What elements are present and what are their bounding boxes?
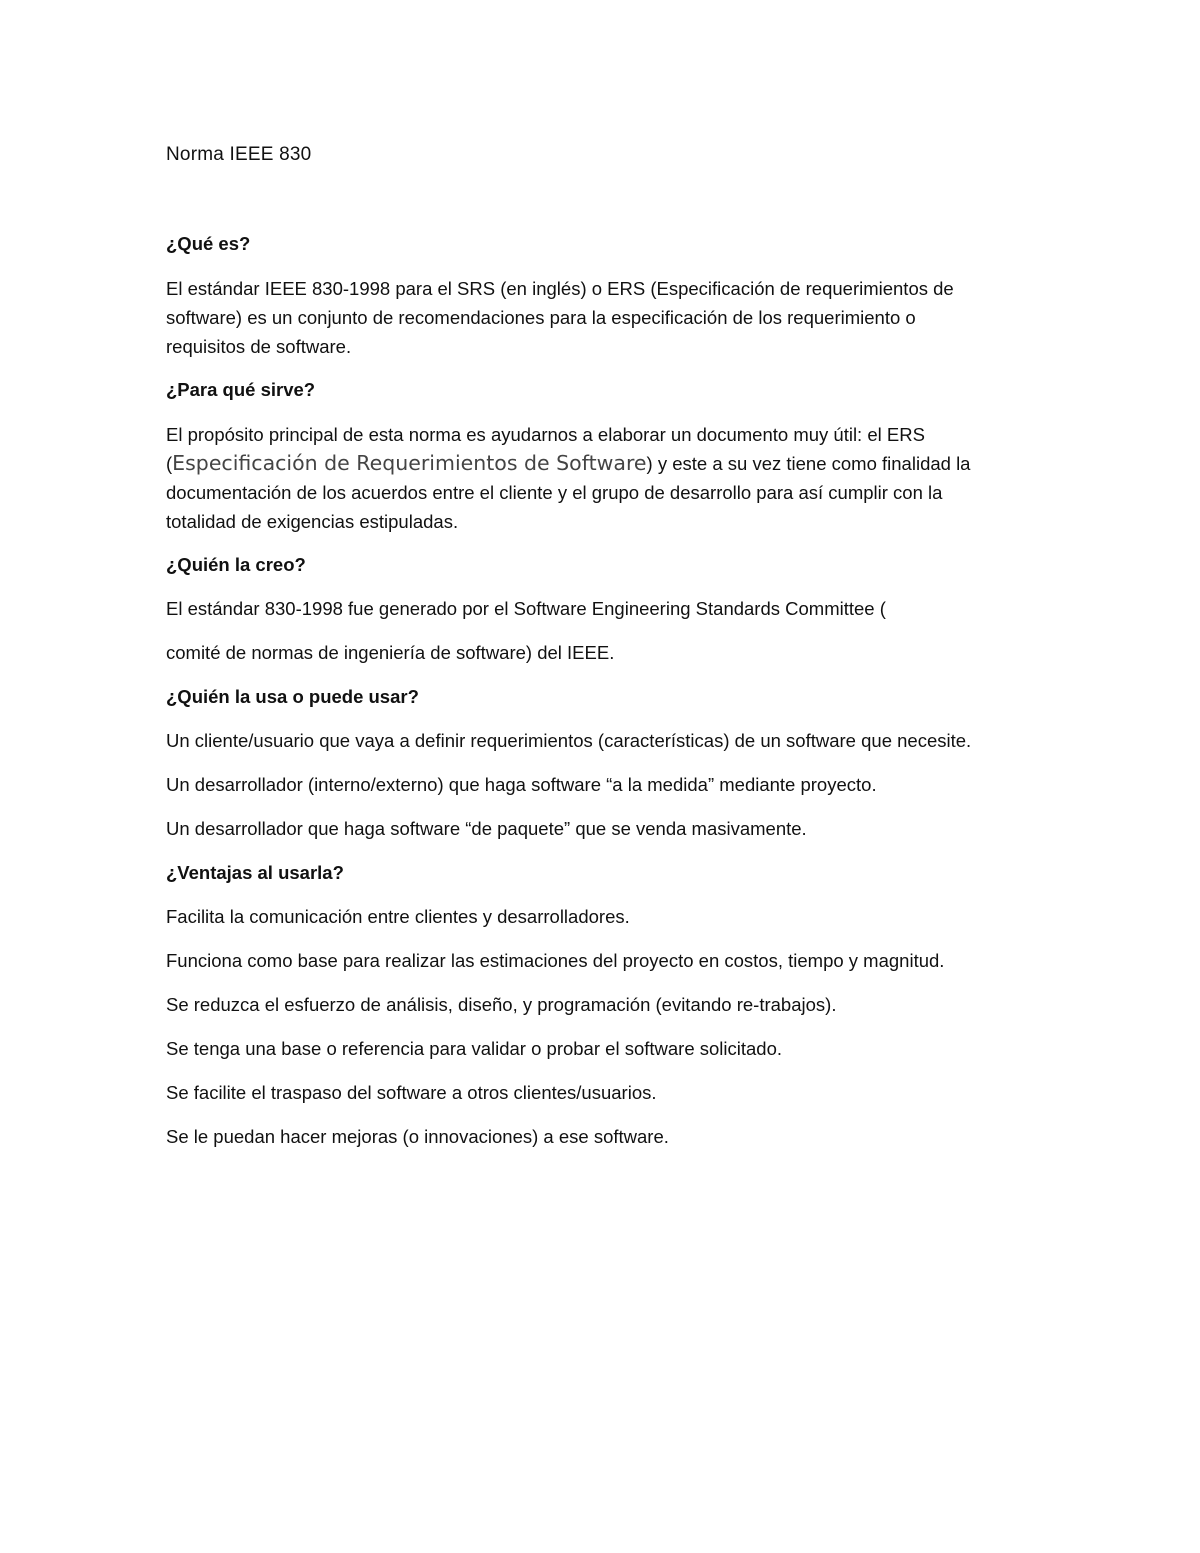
text-line: requisitos de software. xyxy=(166,336,352,357)
list-item: Un cliente/usuario que vaya a definir requerimientos (características) de un software que necesite. xyxy=(166,730,972,751)
document-body xyxy=(166,230,1046,1167)
text-line-ers xyxy=(166,449,1046,478)
list-item: Se le puedan hacer mejoras (o innovaciones) a ese software. xyxy=(166,1126,669,1147)
text-line: software) es un conjunto de recomendaciones para la especificación de los requerimiento o xyxy=(166,307,916,328)
section-heading-ventajas: ¿Ventajas al usarla? xyxy=(166,862,344,883)
section-heading-quien-la-creo: ¿Quién la creo? xyxy=(166,554,306,575)
list-item: Funciona como base para realizar las estimaciones del proyecto en costos, tiempo y magnitud. xyxy=(166,950,945,971)
section-heading-que-es: ¿Qué es? xyxy=(166,233,251,254)
paragraph-quien-la-creo-1: El estándar 830-1998 fue generado por el Software Engineering Standards Committee ( xyxy=(166,598,886,619)
list-item: Se tenga una base o referencia para validar o probar el software solicitado. xyxy=(166,1038,783,1059)
text-line: El propósito principal de esta norma es ayudarnos a elaborar un documento muy útil: el ERS xyxy=(166,424,925,445)
ers-line-rest: ) y este a su vez tiene como finalidad la xyxy=(646,453,971,474)
text-line: documentación de los acuerdos entre el cliente y el grupo de desarrollo para así cumplir con la xyxy=(166,482,943,503)
list-item: Se reduzca el esfuerzo de análisis, diseño, y programación (evitando re-trabajos). xyxy=(166,994,837,1015)
section-heading-quien-la-usa: ¿Quién la usa o puede usar? xyxy=(166,686,419,707)
paragraph-quien-la-creo-2: comité de normas de ingeniería de software) del IEEE. xyxy=(166,642,615,663)
section-heading-para-que-sirve: ¿Para qué sirve? xyxy=(166,379,316,400)
list-item: Se facilite el traspaso del software a otros clientes/usuarios. xyxy=(166,1082,657,1103)
paragraph-que-es xyxy=(166,274,1046,361)
ers-expansion: Especificación de Requerimientos de Software xyxy=(172,451,647,475)
list-item: Un desarrollador (interno/externo) que haga software “a la medida” mediante proyecto. xyxy=(166,774,877,795)
text-line: totalidad de exigencias estipuladas. xyxy=(166,511,459,532)
list-item: Facilita la comunicación entre clientes y desarrolladores. xyxy=(166,906,630,927)
list-item: Un desarrollador que haga software “de paquete” que se venda masivamente. xyxy=(166,818,807,839)
paragraph-para-que-sirve xyxy=(166,420,1046,536)
document-title: Norma IEEE 830 xyxy=(166,144,312,165)
text-line: El estándar IEEE 830-1998 para el SRS (en inglés) o ERS (Especificación de requerimientos de xyxy=(166,278,954,299)
ers-open-paren: ( xyxy=(166,453,173,474)
